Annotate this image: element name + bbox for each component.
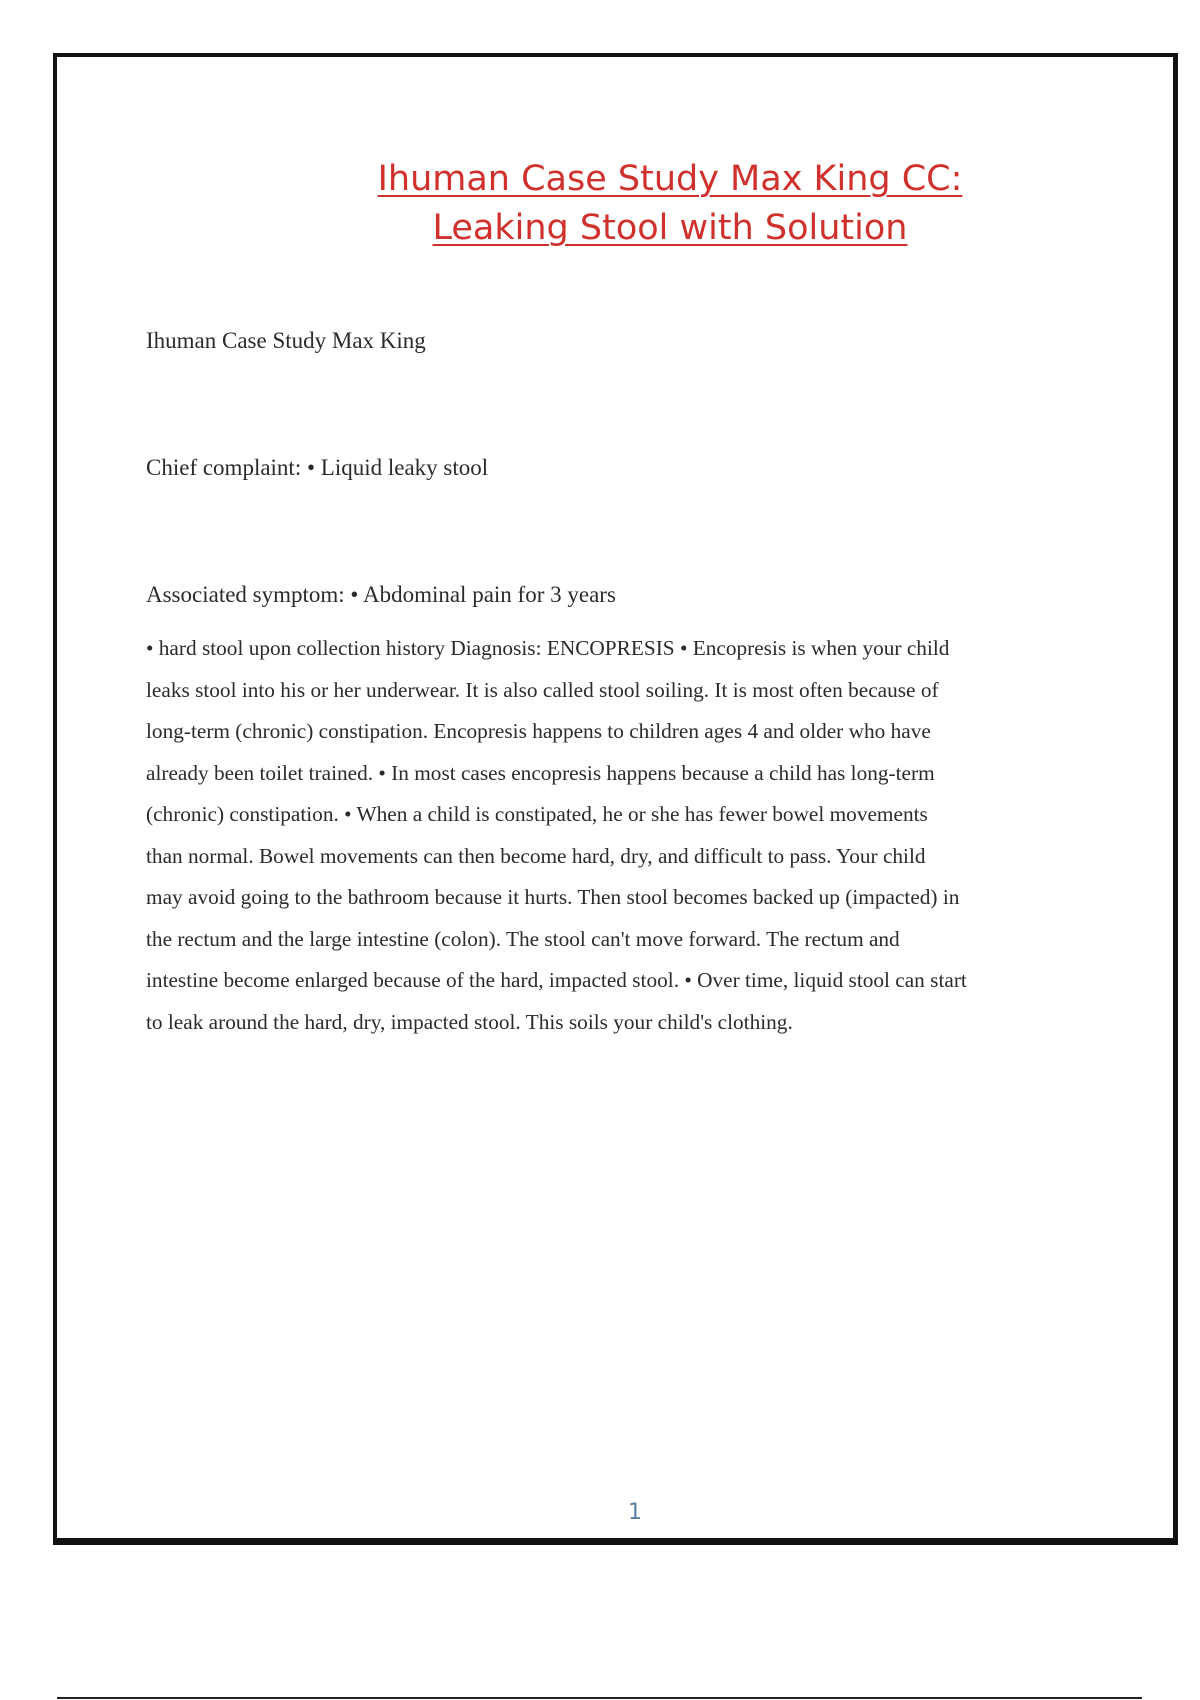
document-subtitle: Ihuman Case Study Max King bbox=[146, 328, 426, 353]
bottom-divider bbox=[57, 1697, 1142, 1699]
body-line: the rectum and the large intestine (colon). The stool can't move forward. The rectum and bbox=[146, 926, 900, 951]
associated-symptom: Associated symptom: • Abdominal pain for 3 years bbox=[146, 582, 616, 607]
body-line: • hard stool upon collection history Diagnosis: ENCOPRESIS • Encopresis is when your child bbox=[146, 636, 950, 660]
body-line: already been toilet trained. • In most cases encopresis happens because a child has long-term bbox=[146, 760, 935, 785]
title-line-2: Leaking Stool with Solution bbox=[432, 208, 908, 248]
body-line: may avoid going to the bathroom because it hurts. Then stool becomes backed up (impacted) in bbox=[146, 885, 960, 909]
body-line: long-term (chronic) constipation. Encopresis happens to children ages 4 and older who have bbox=[146, 719, 931, 743]
body-line: leaks stool into his or her underwear. It is also called stool soiling. It is most often because of bbox=[146, 677, 939, 702]
body-line: to leak around the hard, dry, impacted stool. This soils your child's clothing. bbox=[146, 1009, 793, 1034]
body-line: intestine become enlarged because of the hard, impacted stool. • Over time, liquid stool can start bbox=[146, 968, 967, 992]
body-line: than normal. Bowel movements can then become hard, dry, and difficult to pass. Your child bbox=[146, 843, 926, 868]
chief-complaint: Chief complaint: • Liquid leaky stool bbox=[146, 455, 489, 480]
page-number: 1 bbox=[628, 1500, 642, 1525]
body-paragraph bbox=[146, 628, 1046, 1043]
body-line: (chronic) constipation. • When a child is constipated, he or she has fewer bowel movements bbox=[146, 802, 928, 826]
document-title bbox=[340, 155, 1000, 253]
title-line-1: Ihuman Case Study Max King CC: bbox=[377, 159, 963, 199]
